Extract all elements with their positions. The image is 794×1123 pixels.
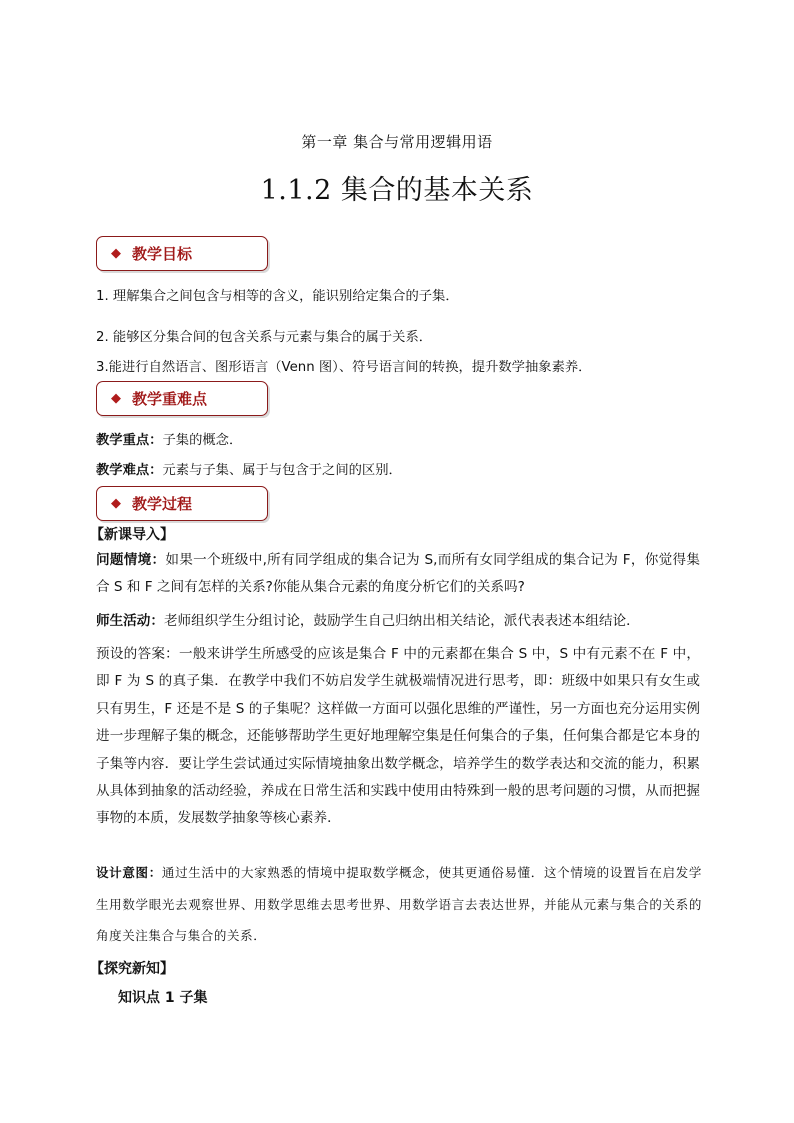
- scenario-paragraph: [96, 547, 700, 602]
- section-box-keypoints: [96, 381, 268, 416]
- key-point-line: [96, 429, 700, 448]
- section-box-goals: [96, 236, 268, 271]
- section-label-keypoints: 教学重难点: [132, 390, 208, 408]
- activity-label: 师生活动：: [96, 613, 164, 629]
- diamond-bullet-icon: ◆: [111, 246, 121, 261]
- difficulty-line: [96, 459, 700, 478]
- goal-item-3: 3.能进行自然语言、图形语言（Venn 图）、符号语言间的转换，提升数学抽象素养．: [96, 360, 592, 375]
- activity-text: 老师组织学生分组讨论，鼓励学生自己归纳出相关结论，派代表表述本组结论．: [163, 613, 640, 629]
- knowledge-point-heading: 知识点 1 子集: [118, 990, 208, 1006]
- diamond-bullet-icon: ◆: [111, 391, 121, 406]
- scenario-label: 问题情境：: [96, 552, 166, 568]
- intent-label: 设计意图：: [96, 865, 162, 880]
- section-label-process: 教学过程: [132, 495, 193, 513]
- section-label-goals: 教学目标: [132, 245, 193, 263]
- diamond-bullet-icon: ◆: [111, 496, 121, 511]
- key-point-text: 子集的概念．: [162, 433, 243, 448]
- difficulty-text: 元素与子集、属于与包含于之间的区别．: [162, 463, 402, 478]
- goal-item-1: 1. 理解集合之间包含与相等的含义，能识别给定集合的子集．: [96, 289, 459, 304]
- activity-paragraph: [96, 608, 700, 635]
- intent-paragraph: [96, 857, 702, 952]
- lesson-title: 1.1.2 集合的基本关系: [260, 175, 534, 206]
- intro-heading: 【新课导入】: [90, 527, 174, 543]
- section-box-process: [96, 486, 268, 521]
- explore-heading: 【探究新知】: [90, 961, 174, 977]
- scenario-text: 如果一个班级中,所有同学组成的集合记为 S,而所有女同学组成的集合记为 F，你觉得集合 S 和 F 之间有怎样的关系?你能从集合元素的角度分析它们的关系吗?: [96, 552, 700, 596]
- goal-item-2: 2. 能够区分集合间的包含关系与元素与集合的属于关系．: [96, 330, 433, 345]
- chapter-heading: 第一章 集合与常用逻辑用语: [301, 133, 493, 151]
- difficulty-label: 教学难点：: [96, 463, 163, 478]
- intent-text: 通过生活中的大家熟悉的情境中提取数学概念，使其更通俗易懂．这个情境的设置旨在启发学生用数学眼光去观察世界、用数学思维去思考世界、用数学语言去表达世界，并能从元素与集合的关系的角度关注集合与集合的关系．: [96, 865, 702, 943]
- answer-paragraph: 预设的答案：一般来讲学生所感受的应该是集合 F 中的元素都在集合 S 中，S 中有元素不在 F 中，即 F 为 S 的真子集．在教学中我们不妨启发学生就极端情况进行思考，即：班级中如果只有女生或只有男生，F 还是不是 S 的子集呢？这样做一方面可以强化思维的严谨性，另一方面也充分运用实例进一步理解子集的概念，还能够帮助学生更好地理解空集是任何集合的子集，任何集合都是它本身的子集等内容．要让学生尝试通过实际情境抽象出数学概念，培养学生的数学表达和交流的能力，积累从具体到抽象的活动经验，养成在日常生活和实践中使用由特殊到一般的思考问题的习惯，从而把握事物的本质，发展数学抽象等核心素养．: [96, 646, 700, 827]
- key-point-label: 教学重点：: [96, 433, 163, 448]
